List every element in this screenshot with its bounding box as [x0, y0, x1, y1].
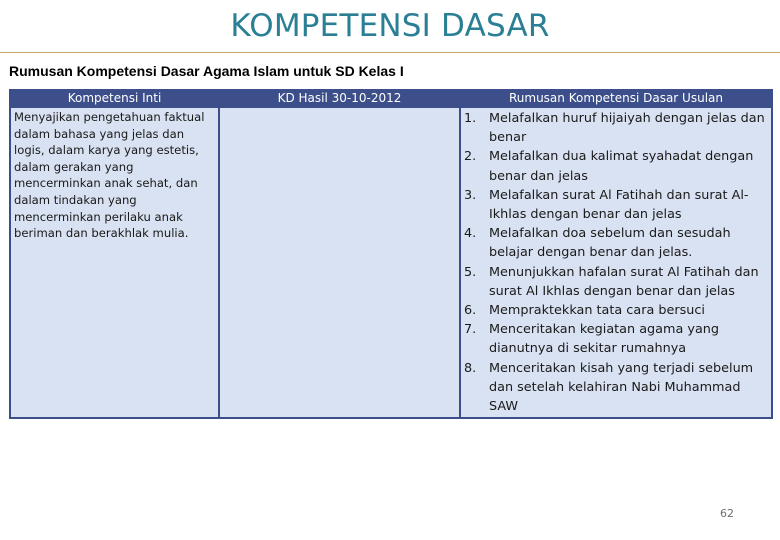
usulan-list — [464, 109, 768, 416]
list-item — [464, 224, 768, 262]
item-number: 6. — [464, 303, 477, 319]
cell-kompetensi-inti — [10, 107, 219, 418]
item-text: Melafalkan doa sebelum dan sesudah belajar dengan benar dan jelas. — [489, 226, 731, 261]
item-number: 2. — [464, 149, 477, 165]
list-item — [464, 147, 768, 185]
list-item — [464, 186, 768, 224]
cell-kd-hasil — [219, 107, 460, 418]
item-text: Melafalkan huruf hijaiyah dengan jelas dan benar — [489, 111, 765, 146]
item-text: Menunjukkan hafalan surat Al Fatihah dan surat Al Ikhlas dengan benar dan jelas — [489, 264, 759, 299]
item-text: Menceritakan kegiatan agama yang dianutnya di sekitar rumahnya — [489, 322, 720, 357]
title-divider — [0, 52, 780, 53]
list-item — [464, 359, 768, 417]
table-header-row — [10, 90, 772, 107]
list-item — [464, 320, 768, 358]
cell-kd-usulan — [460, 107, 772, 418]
item-number: 4. — [464, 226, 477, 242]
table-row — [10, 107, 772, 418]
header-kd-usulan: Rumusan Kompetensi Dasar Usulan — [460, 90, 772, 107]
item-text: Melafalkan dua kalimat syahadat dengan benar dan jelas — [489, 149, 754, 184]
item-text: Menceritakan kisah yang terjadi sebelum dan setelah kelahiran Nabi Muhammad SAW — [489, 360, 754, 415]
item-text: Mempraktekkan tata cara bersuci — [489, 303, 705, 319]
item-text: Melafalkan surat Al Fatihah dan surat Al-Ikhlas dengan benar dan jelas — [489, 187, 749, 223]
page-number: 62 — [720, 507, 734, 520]
header-kd-hasil: KD Hasil 30-10-2012 — [219, 90, 460, 107]
list-item — [464, 301, 768, 320]
item-number: 7. — [464, 322, 477, 338]
item-number: 5. — [464, 264, 477, 280]
list-item — [464, 263, 768, 301]
slide-title: KOMPETENSI DASAR — [230, 8, 550, 44]
item-number: 8. — [464, 360, 477, 376]
item-number: 3. — [464, 187, 477, 203]
header-kompetensi-inti: Kompetensi Inti — [10, 90, 219, 107]
kompetensi-inti-text: Menyajikan pengetahuan faktual dalam bahasa yang jelas dan logis, dalam karya yang estetis, dalam gerakan yang mencerminkan anak sehat, dan dalam tindakan yang mencerminkan perilaku anak beriman dan berakhlak mulia. — [14, 110, 205, 241]
slide-subtitle: Rumusan Kompetensi Dasar Agama Islam untuk SD Kelas I — [9, 63, 404, 79]
kompetensi-table — [9, 89, 773, 419]
list-item — [464, 109, 768, 147]
item-number: 1. — [464, 111, 477, 126]
